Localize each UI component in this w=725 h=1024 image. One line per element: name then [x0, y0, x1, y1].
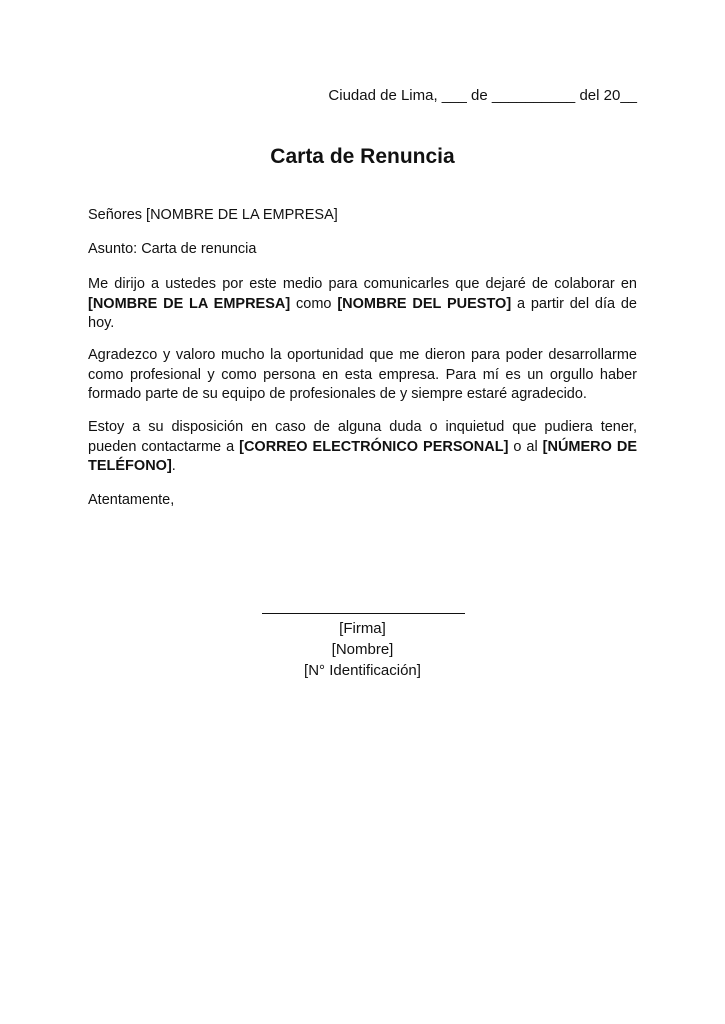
greeting: Señores [NOMBRE DE LA EMPRESA]: [88, 207, 338, 223]
signature-firma: [Firma]: [339, 620, 386, 637]
paragraph-text: como: [290, 295, 338, 312]
subject-line: Asunto: Carta de renuncia: [88, 241, 257, 257]
paragraph-text: Estoy a su disposición en caso de alguna duda o inquietud que pudiera tener, pueden contactarme a: [88, 419, 637, 455]
signature-identificacion: [N° Identificación]: [304, 662, 421, 679]
paragraph-text: a partir del día de hoy.: [88, 295, 637, 331]
paragraph-contact: [88, 418, 637, 477]
email-placeholder: [CORREO ELECTRÓNICO PERSONAL]: [239, 438, 509, 455]
letter-title: Carta de Renuncia: [270, 145, 455, 168]
signature-nombre: [Nombre]: [331, 641, 394, 658]
position-placeholder: [NOMBRE DEL PUESTO]: [337, 295, 512, 312]
signature-line: [262, 613, 465, 614]
date-line: Ciudad de Lima, ___ de __________ del 20__: [328, 87, 637, 104]
paragraph-gratitude: Agradezco y valoro mucho la oportunidad que me dieron para poder desarrollarme como profesional y como persona en esta empresa. Para mí es un orgullo haber formado parte de su equipo de profesionales de y siempre estaré agradecido.: [88, 347, 637, 402]
paragraph-text: o al: [508, 438, 543, 455]
company-placeholder: [NOMBRE DE LA EMPRESA]: [88, 295, 291, 312]
paragraph-resignation: [88, 275, 637, 334]
phone-placeholder: [NÚMERO DE TELÉFONO]: [88, 438, 638, 474]
closing: Atentamente,: [88, 492, 175, 508]
paragraph-text: .: [171, 458, 176, 474]
paragraph-text: Me dirijo a ustedes por este medio para comunicarles que dejaré de colaborar en: [88, 276, 637, 292]
